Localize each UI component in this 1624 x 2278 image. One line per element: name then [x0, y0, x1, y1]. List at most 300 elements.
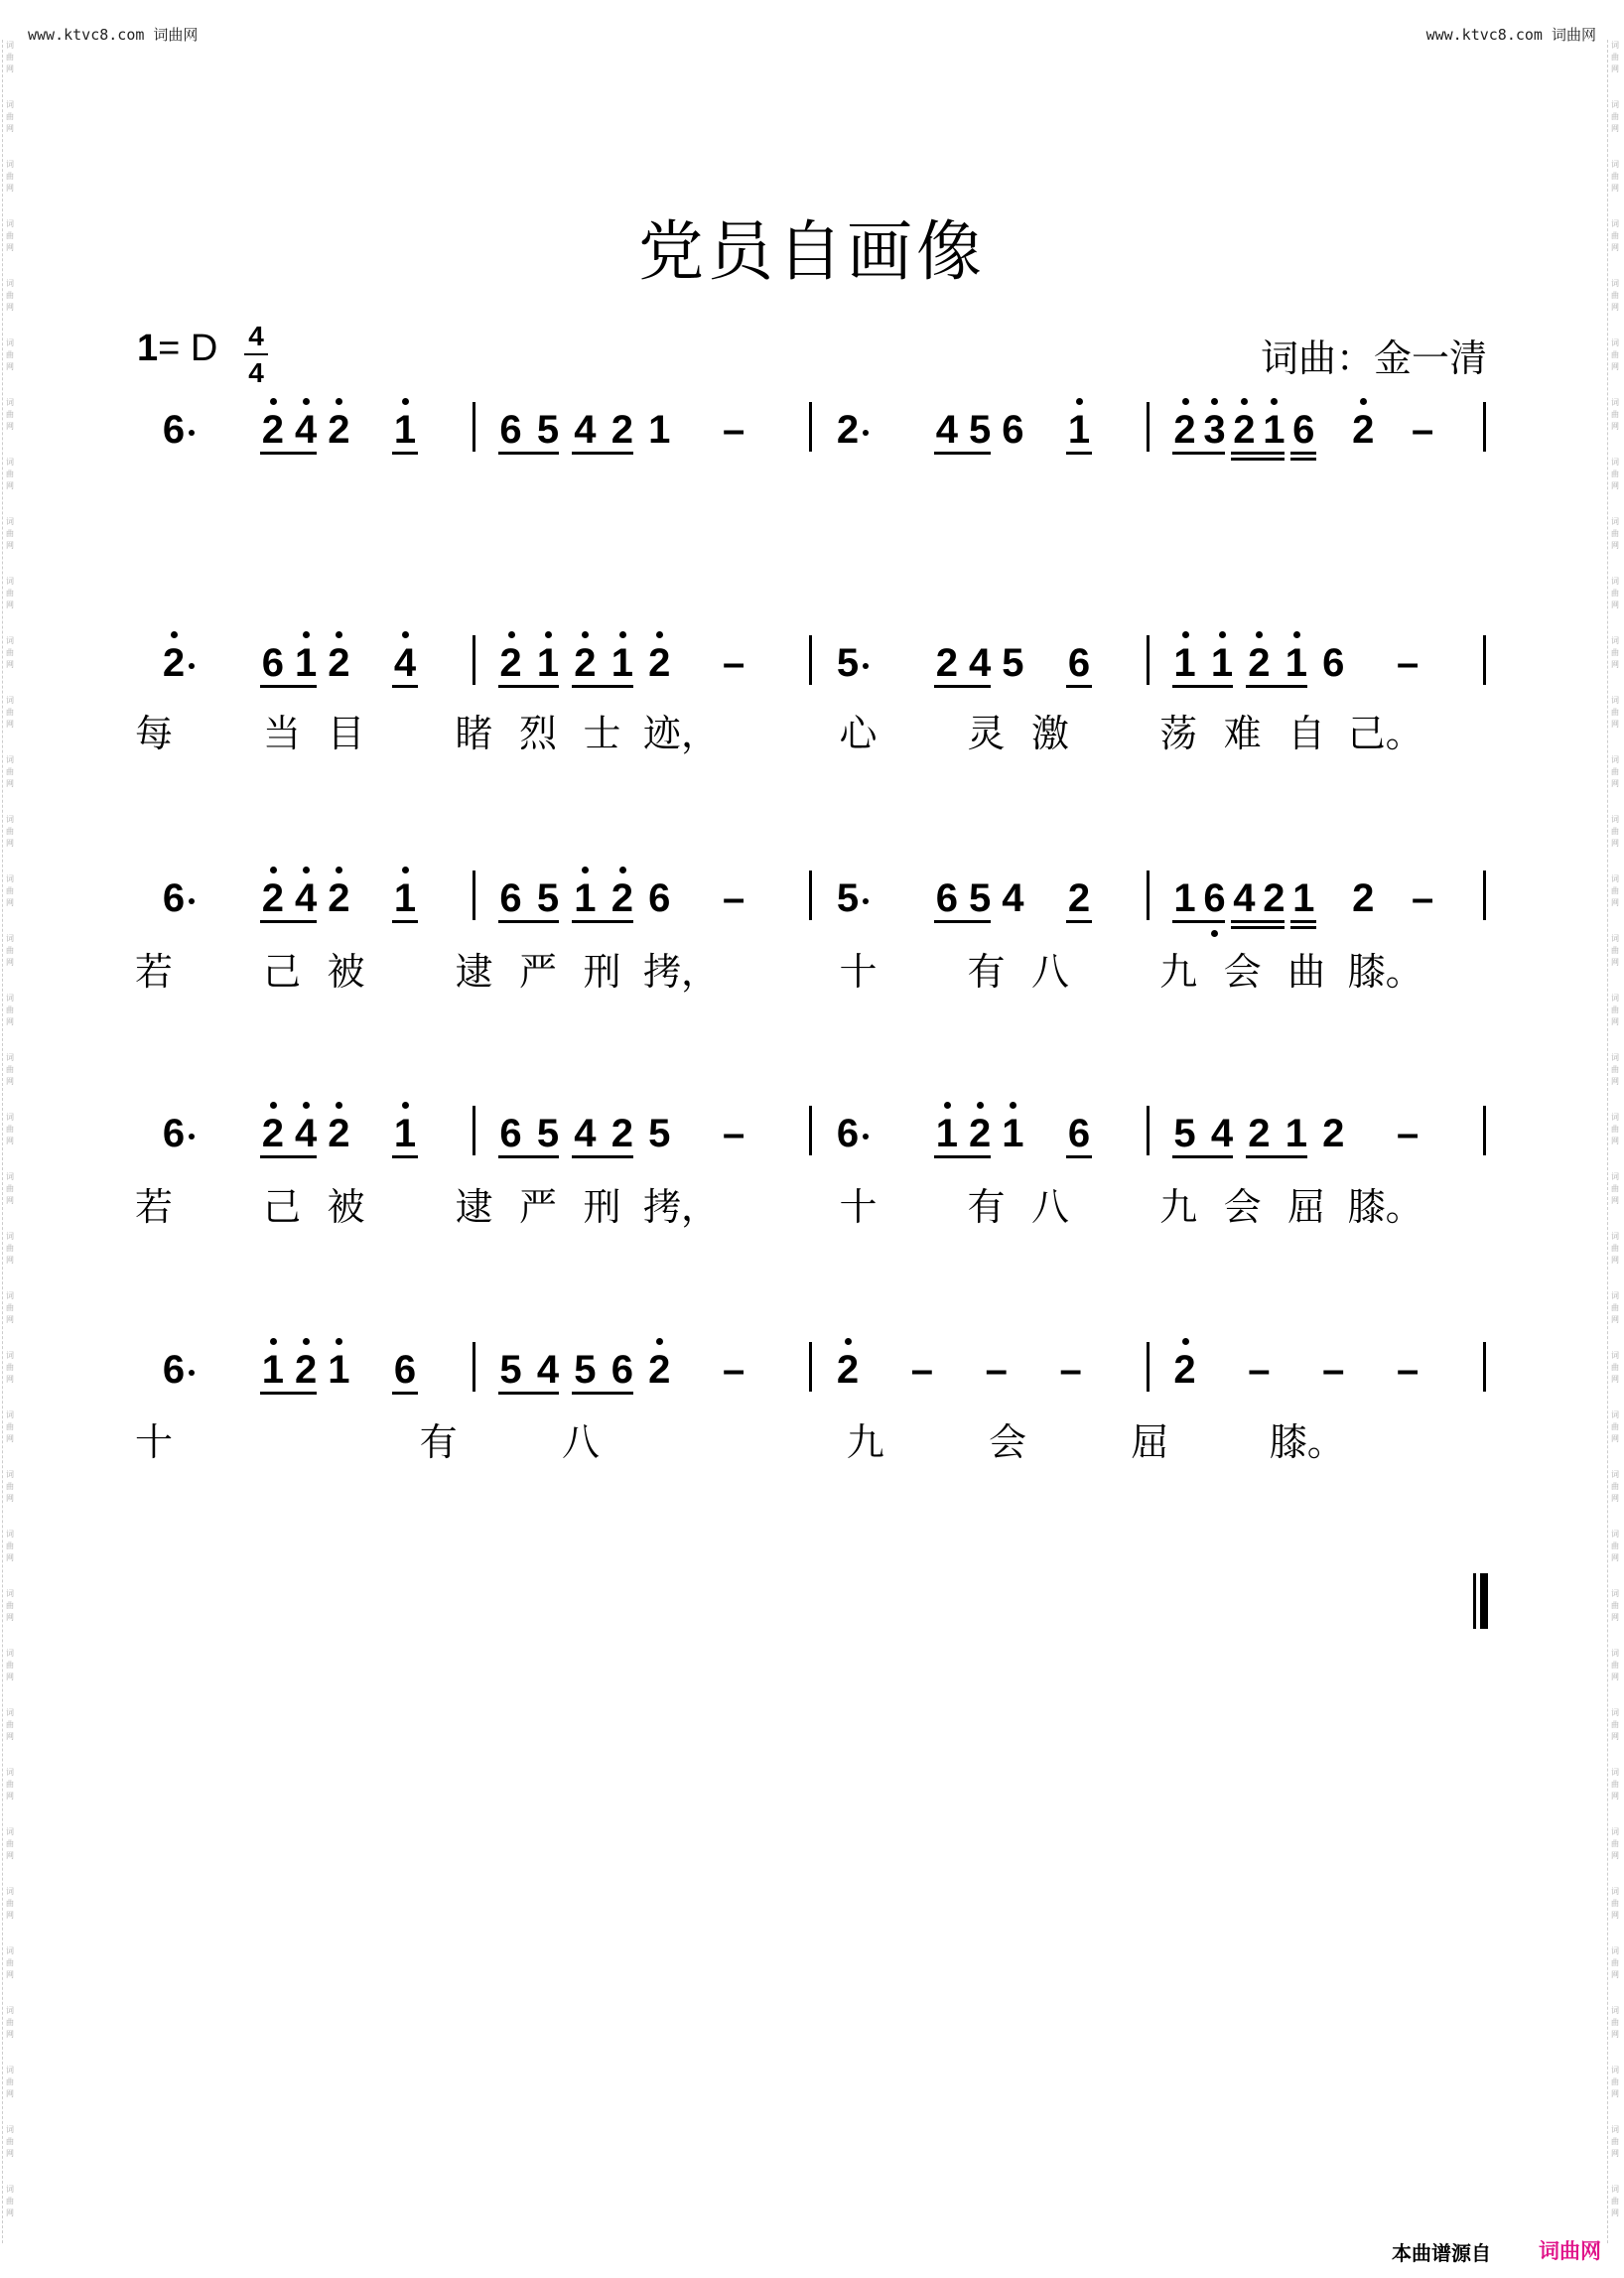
note-4: 4 — [1002, 876, 1024, 920]
barline — [473, 871, 475, 920]
note-1: 1 — [1263, 408, 1286, 452]
note-6: 6 — [1067, 641, 1091, 685]
note-6: 6 — [162, 408, 186, 452]
high-octave-dot — [1241, 398, 1248, 405]
double-underline — [1290, 926, 1316, 929]
watermark-text: 词曲网 — [1611, 1410, 1619, 1443]
note-1: 1 — [1285, 1112, 1307, 1155]
time-signature-bottom: 4 — [248, 357, 264, 388]
note-1: 1 — [574, 876, 597, 920]
watermark-text: 词曲网 — [1611, 1470, 1619, 1503]
note-dash: – — [985, 1348, 1008, 1392]
note-6: 6 — [393, 1348, 417, 1392]
high-octave-dot — [303, 867, 310, 873]
watermark-text: 词曲网 — [6, 1946, 14, 1979]
augmentation-dot — [863, 1134, 869, 1139]
barline — [1483, 402, 1486, 452]
note-5: 5 — [836, 876, 860, 920]
underline — [260, 685, 317, 688]
note-dash: – — [723, 876, 745, 920]
note-4: 4 — [1210, 1112, 1234, 1155]
watermark-text: 词曲网 — [1611, 41, 1619, 73]
barline — [1483, 1342, 1486, 1392]
watermark-text: 词曲网 — [1611, 1708, 1619, 1741]
lyric-char: 会 — [989, 1420, 1027, 1464]
low-octave-dot — [1211, 930, 1218, 937]
underline — [260, 452, 317, 455]
barline — [1483, 871, 1486, 920]
note-4: 4 — [393, 641, 417, 685]
watermark-text: 词曲网 — [6, 160, 14, 193]
underline — [392, 685, 418, 688]
note-2: 2 — [648, 1348, 671, 1392]
footer-brand-link[interactable]: 词曲网 — [1539, 2239, 1601, 2263]
note-1: 1 — [393, 876, 417, 920]
underline — [392, 920, 418, 923]
high-octave-dot — [270, 867, 277, 873]
high-octave-dot — [619, 631, 626, 638]
barline — [809, 635, 812, 685]
underline — [260, 1155, 317, 1158]
watermark-text: 词曲网 — [1611, 2125, 1619, 2158]
augmentation-dot — [189, 898, 195, 904]
double-underline — [1231, 926, 1285, 929]
watermark-text: 词曲网 — [1611, 636, 1619, 669]
watermark-text: 词曲网 — [6, 2006, 14, 2039]
watermark-text: 词曲网 — [1611, 1232, 1619, 1265]
note-5: 5 — [648, 1112, 671, 1155]
watermark-text: 词曲网 — [1611, 458, 1619, 490]
watermark-text: 词曲网 — [6, 398, 14, 431]
high-octave-dot — [1293, 631, 1300, 638]
augmentation-dot — [863, 898, 869, 904]
lyric-char: 若 — [134, 1185, 173, 1229]
augmentation-dot — [189, 430, 195, 436]
time-signature-top: 4 — [248, 321, 264, 351]
note-1: 1 — [935, 1112, 958, 1155]
underline — [498, 920, 559, 923]
watermark-text: 词曲网 — [6, 41, 14, 73]
lyric-char: 九 — [1159, 1185, 1198, 1229]
high-octave-dot — [270, 1102, 277, 1109]
watermark-text: 词曲网 — [6, 458, 14, 490]
watermark-text: 词曲网 — [1611, 219, 1619, 252]
lyric-char: 目 — [327, 712, 365, 755]
note-dash: – — [723, 641, 745, 685]
note-6: 6 — [162, 876, 186, 920]
watermark-text: 词曲网 — [1611, 279, 1619, 312]
lyric-char: 睹 — [455, 712, 493, 755]
lyric-char: 十 — [134, 1420, 173, 1464]
note-dash: – — [1411, 408, 1434, 452]
lyric-char: 屈 — [1131, 1420, 1169, 1464]
note-4: 4 — [935, 408, 958, 452]
note-2: 2 — [1233, 408, 1256, 452]
underline — [498, 685, 559, 688]
barline — [809, 1342, 812, 1392]
note-6: 6 — [261, 641, 284, 685]
watermark-text: 词曲网 — [1611, 398, 1619, 431]
watermark-text: 词曲网 — [6, 1708, 14, 1741]
lyric-char: 己。 — [1347, 712, 1423, 755]
high-octave-dot — [336, 398, 342, 405]
barline — [1147, 1106, 1150, 1155]
note-1: 1 — [261, 1348, 284, 1392]
underline — [572, 452, 632, 455]
watermark-text: 词曲网 — [1611, 1113, 1619, 1145]
watermark-text: 词曲网 — [1611, 1649, 1619, 1681]
note-1: 1 — [328, 1348, 350, 1392]
watermark-text: 词曲网 — [6, 517, 14, 550]
underline — [498, 452, 559, 455]
note-6: 6 — [1322, 641, 1345, 685]
lyric-char: 每 — [134, 712, 173, 755]
underline — [1290, 452, 1316, 455]
note-6: 6 — [499, 876, 522, 920]
note-2: 2 — [261, 1112, 284, 1155]
watermark-text: 词曲网 — [6, 1768, 14, 1801]
high-octave-dot — [1219, 631, 1226, 638]
lyric-char: 曲 — [1287, 950, 1326, 994]
note-5: 5 — [968, 876, 992, 920]
high-octave-dot — [402, 398, 409, 405]
watermark-text: 词曲网 — [6, 219, 14, 252]
note-4: 4 — [294, 408, 318, 452]
underline — [1066, 685, 1092, 688]
underline — [934, 920, 991, 923]
watermark-text: 词曲网 — [1611, 577, 1619, 609]
lyric-char: 八 — [1031, 1185, 1070, 1229]
lyric-char: 被 — [327, 1185, 365, 1229]
note-2: 2 — [1322, 1112, 1345, 1155]
note-4: 4 — [536, 1348, 560, 1392]
underline — [1172, 452, 1226, 455]
note-5: 5 — [1173, 1112, 1196, 1155]
high-octave-dot — [1256, 631, 1263, 638]
note-4: 4 — [574, 408, 597, 452]
watermark-text: 词曲网 — [6, 1172, 14, 1205]
augmentation-dot — [189, 1370, 195, 1376]
double-underline — [1231, 458, 1285, 461]
footer-source-text: 本曲谱源自 — [1392, 2241, 1491, 2265]
lyric-char: 己 — [262, 950, 301, 994]
augmentation-dot — [863, 663, 869, 669]
lyric-char: 迹， — [643, 712, 720, 755]
watermark-text: 词曲网 — [6, 1470, 14, 1503]
watermark-text: 词曲网 — [1611, 2006, 1619, 2039]
barline — [809, 402, 812, 452]
note-1: 1 — [1067, 408, 1091, 452]
note-dash: – — [723, 408, 745, 452]
note-2: 2 — [610, 876, 633, 920]
note-2: 2 — [1352, 408, 1375, 452]
watermark-text: 词曲网 — [6, 874, 14, 907]
high-octave-dot — [1182, 631, 1189, 638]
lyric-char: 有 — [419, 1420, 458, 1464]
note-1: 1 — [393, 408, 417, 452]
key-degree: 1 — [137, 328, 159, 369]
high-octave-dot — [545, 631, 552, 638]
note-2: 2 — [1263, 876, 1286, 920]
note-5: 5 — [536, 1112, 560, 1155]
barline — [1147, 402, 1150, 452]
note-6: 6 — [935, 876, 958, 920]
watermark-text: 词曲网 — [6, 1589, 14, 1622]
lyric-char: 严 — [519, 950, 558, 994]
note-6: 6 — [1292, 408, 1315, 452]
lyric-char: 十 — [839, 950, 878, 994]
note-2: 2 — [1248, 641, 1271, 685]
note-2: 2 — [328, 408, 350, 452]
watermark-text: 词曲网 — [6, 994, 14, 1026]
note-3: 3 — [1203, 408, 1226, 452]
watermark-text: 词曲网 — [6, 1410, 14, 1443]
note-dash: – — [723, 1112, 745, 1155]
high-octave-dot — [944, 1102, 951, 1109]
watermark-text: 词曲网 — [1611, 1530, 1619, 1562]
note-dash: – — [1411, 876, 1434, 920]
lyric-char: 拷， — [643, 1185, 720, 1229]
barline — [473, 635, 475, 685]
note-1: 1 — [1173, 641, 1196, 685]
underline — [1066, 1155, 1092, 1158]
high-octave-dot — [977, 1102, 984, 1109]
underline — [498, 1155, 559, 1158]
watermark-text: 词曲网 — [1611, 1291, 1619, 1324]
note-1: 1 — [1285, 641, 1307, 685]
high-octave-dot — [1076, 398, 1083, 405]
lyric-char: 己 — [262, 1185, 301, 1229]
barline — [473, 402, 475, 452]
watermark-text: 词曲网 — [1611, 755, 1619, 788]
high-octave-dot — [171, 631, 178, 638]
underline — [934, 1155, 991, 1158]
note-2: 2 — [836, 408, 860, 452]
note-dash: – — [1248, 1348, 1271, 1392]
watermark-text: 词曲网 — [6, 338, 14, 371]
double-underline — [1290, 458, 1316, 461]
lyric-char: 有 — [967, 1185, 1006, 1229]
lyric-char: 屈 — [1287, 1185, 1326, 1229]
watermark-text: 词曲网 — [6, 1827, 14, 1860]
note-6: 6 — [1002, 408, 1024, 452]
watermark-text: 词曲网 — [6, 755, 14, 788]
underline — [934, 452, 991, 455]
high-octave-dot — [270, 398, 277, 405]
barline — [1483, 635, 1486, 685]
note-2: 2 — [294, 1348, 318, 1392]
barline — [1483, 1106, 1486, 1155]
note-2: 2 — [574, 641, 597, 685]
watermark-text: 词曲网 — [1611, 100, 1619, 133]
high-octave-dot — [656, 631, 663, 638]
underline — [392, 1392, 418, 1395]
watermark-text: 词曲网 — [6, 1113, 14, 1145]
note-2: 2 — [261, 876, 284, 920]
lyric-char: 刑 — [583, 950, 621, 994]
note-5: 5 — [1002, 641, 1024, 685]
lyric-char: 拷， — [643, 950, 720, 994]
high-octave-dot — [336, 1102, 342, 1109]
note-dash: – — [910, 1348, 933, 1392]
lyric-char: 有 — [967, 950, 1006, 994]
lyric-char: 若 — [134, 950, 173, 994]
note-2: 2 — [261, 408, 284, 452]
note-dash: – — [723, 1348, 745, 1392]
barline — [473, 1342, 475, 1392]
lyric-char: 难 — [1223, 712, 1262, 755]
lyric-char: 灵 — [967, 712, 1006, 755]
watermark-text: 词曲网 — [1611, 934, 1619, 967]
note-5: 5 — [499, 1348, 522, 1392]
barline — [473, 1106, 475, 1155]
note-5: 5 — [536, 876, 560, 920]
underline — [498, 1392, 559, 1395]
high-octave-dot — [336, 1338, 342, 1345]
watermark-text: 词曲网 — [6, 100, 14, 133]
high-octave-dot — [1271, 398, 1278, 405]
watermark-text: 词曲网 — [1611, 1589, 1619, 1622]
watermark-text: 词曲网 — [6, 1649, 14, 1681]
note-4: 4 — [968, 641, 992, 685]
note-6: 6 — [162, 1112, 186, 1155]
watermark-text: 词曲网 — [1611, 2066, 1619, 2098]
note-1: 1 — [1210, 641, 1234, 685]
note-2: 2 — [935, 641, 958, 685]
key-name: = D — [158, 328, 218, 369]
lyric-char: 烈 — [519, 712, 558, 755]
underline — [572, 1155, 632, 1158]
high-octave-dot — [270, 1338, 277, 1345]
high-octave-dot — [1360, 398, 1367, 405]
high-octave-dot — [1010, 1102, 1016, 1109]
note-4: 4 — [1233, 876, 1256, 920]
underline — [392, 452, 418, 455]
note-2: 2 — [328, 641, 350, 685]
underline — [1231, 452, 1285, 455]
lyric-char: 心 — [839, 712, 878, 755]
watermark-text: 词曲网 — [1611, 994, 1619, 1026]
note-dash: – — [1397, 1348, 1420, 1392]
watermark-text: 词曲网 — [6, 1530, 14, 1562]
watermark-text: 词曲网 — [6, 934, 14, 967]
watermark-text: 词曲网 — [6, 1291, 14, 1324]
note-dash: – — [1397, 641, 1420, 685]
note-2: 2 — [1067, 876, 1091, 920]
note-2: 2 — [162, 641, 186, 685]
high-octave-dot — [303, 1338, 310, 1345]
page-title: 党员自画像 — [638, 213, 986, 290]
note-2: 2 — [610, 1112, 633, 1155]
watermark-text: 词曲网 — [6, 577, 14, 609]
note-6: 6 — [836, 1112, 860, 1155]
note-1: 1 — [1292, 876, 1315, 920]
watermark-text: 词曲网 — [1611, 338, 1619, 371]
note-2: 2 — [328, 876, 350, 920]
barline — [1147, 1342, 1150, 1392]
header-left-url: www.ktvc8.com 词曲网 — [28, 26, 199, 44]
watermark-text: 词曲网 — [1611, 1351, 1619, 1384]
note-6: 6 — [1203, 876, 1226, 920]
underline — [260, 920, 317, 923]
lyric-char: 逮 — [455, 1185, 493, 1229]
lyric-char: 被 — [327, 950, 365, 994]
watermark-text: 词曲网 — [6, 2066, 14, 2098]
augmentation-dot — [863, 430, 869, 436]
note-2: 2 — [1248, 1112, 1271, 1155]
note-2: 2 — [836, 1348, 860, 1392]
note-6: 6 — [499, 408, 522, 452]
watermark-text: 词曲网 — [6, 1232, 14, 1265]
underline — [572, 920, 632, 923]
watermark-text: 词曲网 — [6, 1053, 14, 1086]
watermark-text: 词曲网 — [1611, 1946, 1619, 1979]
lyric-char: 严 — [519, 1185, 558, 1229]
barline — [809, 871, 812, 920]
composer-credit: 词曲：金一清 — [1260, 336, 1487, 380]
lyric-char: 会 — [1223, 1185, 1262, 1229]
barline — [809, 1106, 812, 1155]
watermark-text: 词曲网 — [1611, 815, 1619, 848]
underline — [572, 685, 632, 688]
lyric-char: 会 — [1223, 950, 1262, 994]
lyric-char: 刑 — [583, 1185, 621, 1229]
lyric-char: 九 — [846, 1420, 884, 1464]
note-2: 2 — [968, 1112, 992, 1155]
underline — [1172, 1155, 1233, 1158]
underline — [1172, 920, 1226, 923]
barline — [1147, 635, 1150, 685]
lyric-char: 九 — [1159, 950, 1198, 994]
lyric-char: 激 — [1031, 712, 1070, 755]
note-1: 1 — [393, 1112, 417, 1155]
note-1: 1 — [648, 408, 671, 452]
note-1: 1 — [536, 641, 560, 685]
augmentation-dot — [189, 1134, 195, 1139]
note-2: 2 — [499, 641, 522, 685]
underline — [260, 1392, 317, 1395]
note-6: 6 — [499, 1112, 522, 1155]
note-2: 2 — [1173, 408, 1196, 452]
underline — [1246, 1155, 1306, 1158]
lyric-char: 逮 — [455, 950, 493, 994]
underline — [1290, 920, 1316, 923]
lyric-char: 膝。 — [1269, 1420, 1345, 1464]
watermark-text: 词曲网 — [1611, 874, 1619, 907]
note-dash: – — [1322, 1348, 1345, 1392]
note-2: 2 — [1352, 876, 1375, 920]
note-2: 2 — [328, 1112, 350, 1155]
watermark-text: 词曲网 — [6, 2125, 14, 2158]
final-barline — [1473, 1573, 1489, 1629]
high-octave-dot — [303, 398, 310, 405]
high-octave-dot — [1182, 398, 1189, 405]
high-octave-dot — [656, 1338, 663, 1345]
high-octave-dot — [303, 631, 310, 638]
header-right-url: www.ktvc8.com 词曲网 — [1425, 26, 1596, 44]
watermark-text: 词曲网 — [1611, 1887, 1619, 1920]
note-2: 2 — [610, 408, 633, 452]
high-octave-dot — [845, 1338, 852, 1345]
augmentation-dot — [189, 663, 195, 669]
watermark-text: 词曲网 — [6, 1887, 14, 1920]
watermark-text: 词曲网 — [6, 279, 14, 312]
note-5: 5 — [574, 1348, 597, 1392]
note-2: 2 — [648, 641, 671, 685]
lyric-char: 荡 — [1159, 712, 1198, 755]
note-5: 5 — [968, 408, 992, 452]
watermark-text: 词曲网 — [1611, 517, 1619, 550]
